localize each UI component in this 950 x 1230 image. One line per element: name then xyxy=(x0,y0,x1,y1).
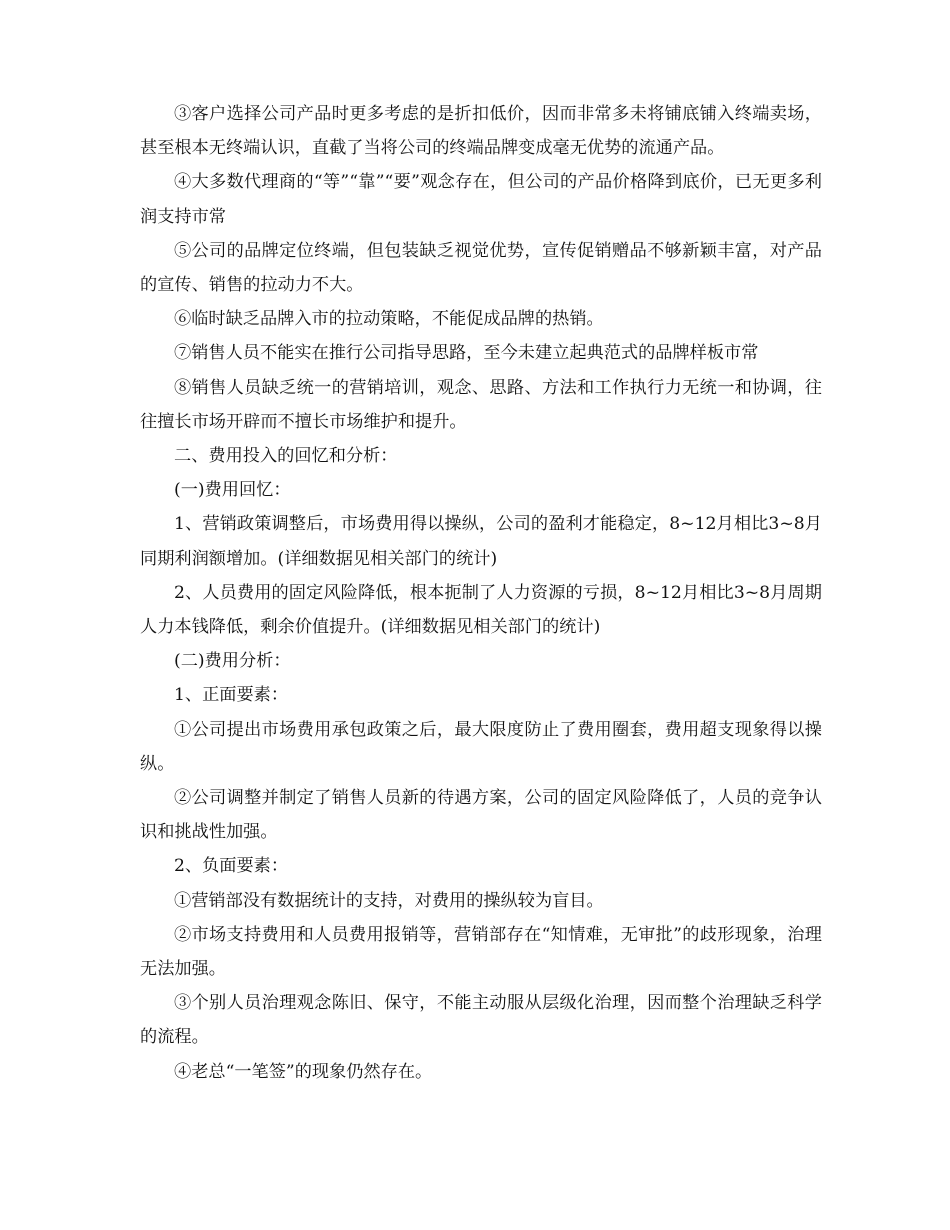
paragraph-management-concepts: ③个别人员治理观念陈旧、保守，不能主动服从层级化治理，因而整个治理缺乏科学的流程。 xyxy=(140,993,822,1048)
paragraph-customer-discount: ③客户选择公司产品时更多考虑的是折扣低价，因而非常多未将铺底铺入终端卖场，甚至根本无终端认识，直截了当将公司的终端品牌变成毫无优势的流通产品。 xyxy=(140,104,822,159)
paragraph-single-signature: ④老总“一笔签”的现象仍然存在。 xyxy=(174,1061,433,1082)
document-page xyxy=(140,97,822,1089)
subheading-cost-recall: (一)费用回忆： xyxy=(174,480,291,501)
paragraph-brand-positioning: ⑤公司的品牌定位终端，但包装缺乏视觉优势，宣传促销赠品不够新颖丰富，对产品的宣传、销售的拉动力不大。 xyxy=(140,240,822,296)
paragraph-cost-contract-policy: ①公司提出市场费用承包政策之后，最大限度防止了费用圈套，费用超支现象得以操纵。 xyxy=(140,719,822,774)
paragraph-personnel-cost: 2、人员费用的固定风险降低，根本扼制了人力资源的亏损，8~12月相比3~8月周期人力本钱降低，剩余价值提升。(详细数据见相关部门的统计) xyxy=(140,582,822,638)
subheading-negative-factors: 2、负面要素： xyxy=(174,856,289,877)
paragraph-sales-training: ⑧销售人员缺乏统一的营销培训，观念、思路、方法和工作执行力无统一和协调，往往擅长市场开辟而不擅长市场维护和提升。 xyxy=(140,377,822,432)
subheading-cost-analysis: (二)费用分析： xyxy=(174,651,291,672)
paragraph-sales-guidance: ⑦销售人员不能实在推行公司指导思路，至今未建立起典范式的品牌样板市常 xyxy=(174,343,759,364)
subheading-positive-factors: 1、正面要素： xyxy=(174,685,289,706)
paragraph-launch-strategy: ⑥临时缺乏品牌入市的拉动策略，不能促成品牌的热销。 xyxy=(174,309,604,330)
paragraph-marketing-policy: 1、营销政策调整后，市场费用得以操纵，公司的盈利才能稳定，8~12月相比3~8月同期利润额增加。(详细数据见相关部门的统计) xyxy=(140,514,822,569)
paragraph-agent-attitude: ④大多数代理商的“等”“靠”“要”观念存在，但公司的产品价格降到底价，已无更多利润支持市常 xyxy=(140,172,822,227)
paragraph-compensation-plan: ②公司调整并制定了销售人员新的待遇方案，公司的固定风险降低了，人员的竞争认识和挑战性加强。 xyxy=(140,788,822,843)
section-heading-cost-review: 二、费用投入的回忆和分析： xyxy=(174,446,398,467)
paragraph-expense-reimbursement: ②市场支持费用和人员费用报销等，营销部存在“知情难，无审批”的歧形现象，治理无法加强。 xyxy=(140,924,822,980)
paragraph-no-statistics: ①营销部没有数据统计的支持，对费用的操纵较为盲目。 xyxy=(174,890,604,911)
